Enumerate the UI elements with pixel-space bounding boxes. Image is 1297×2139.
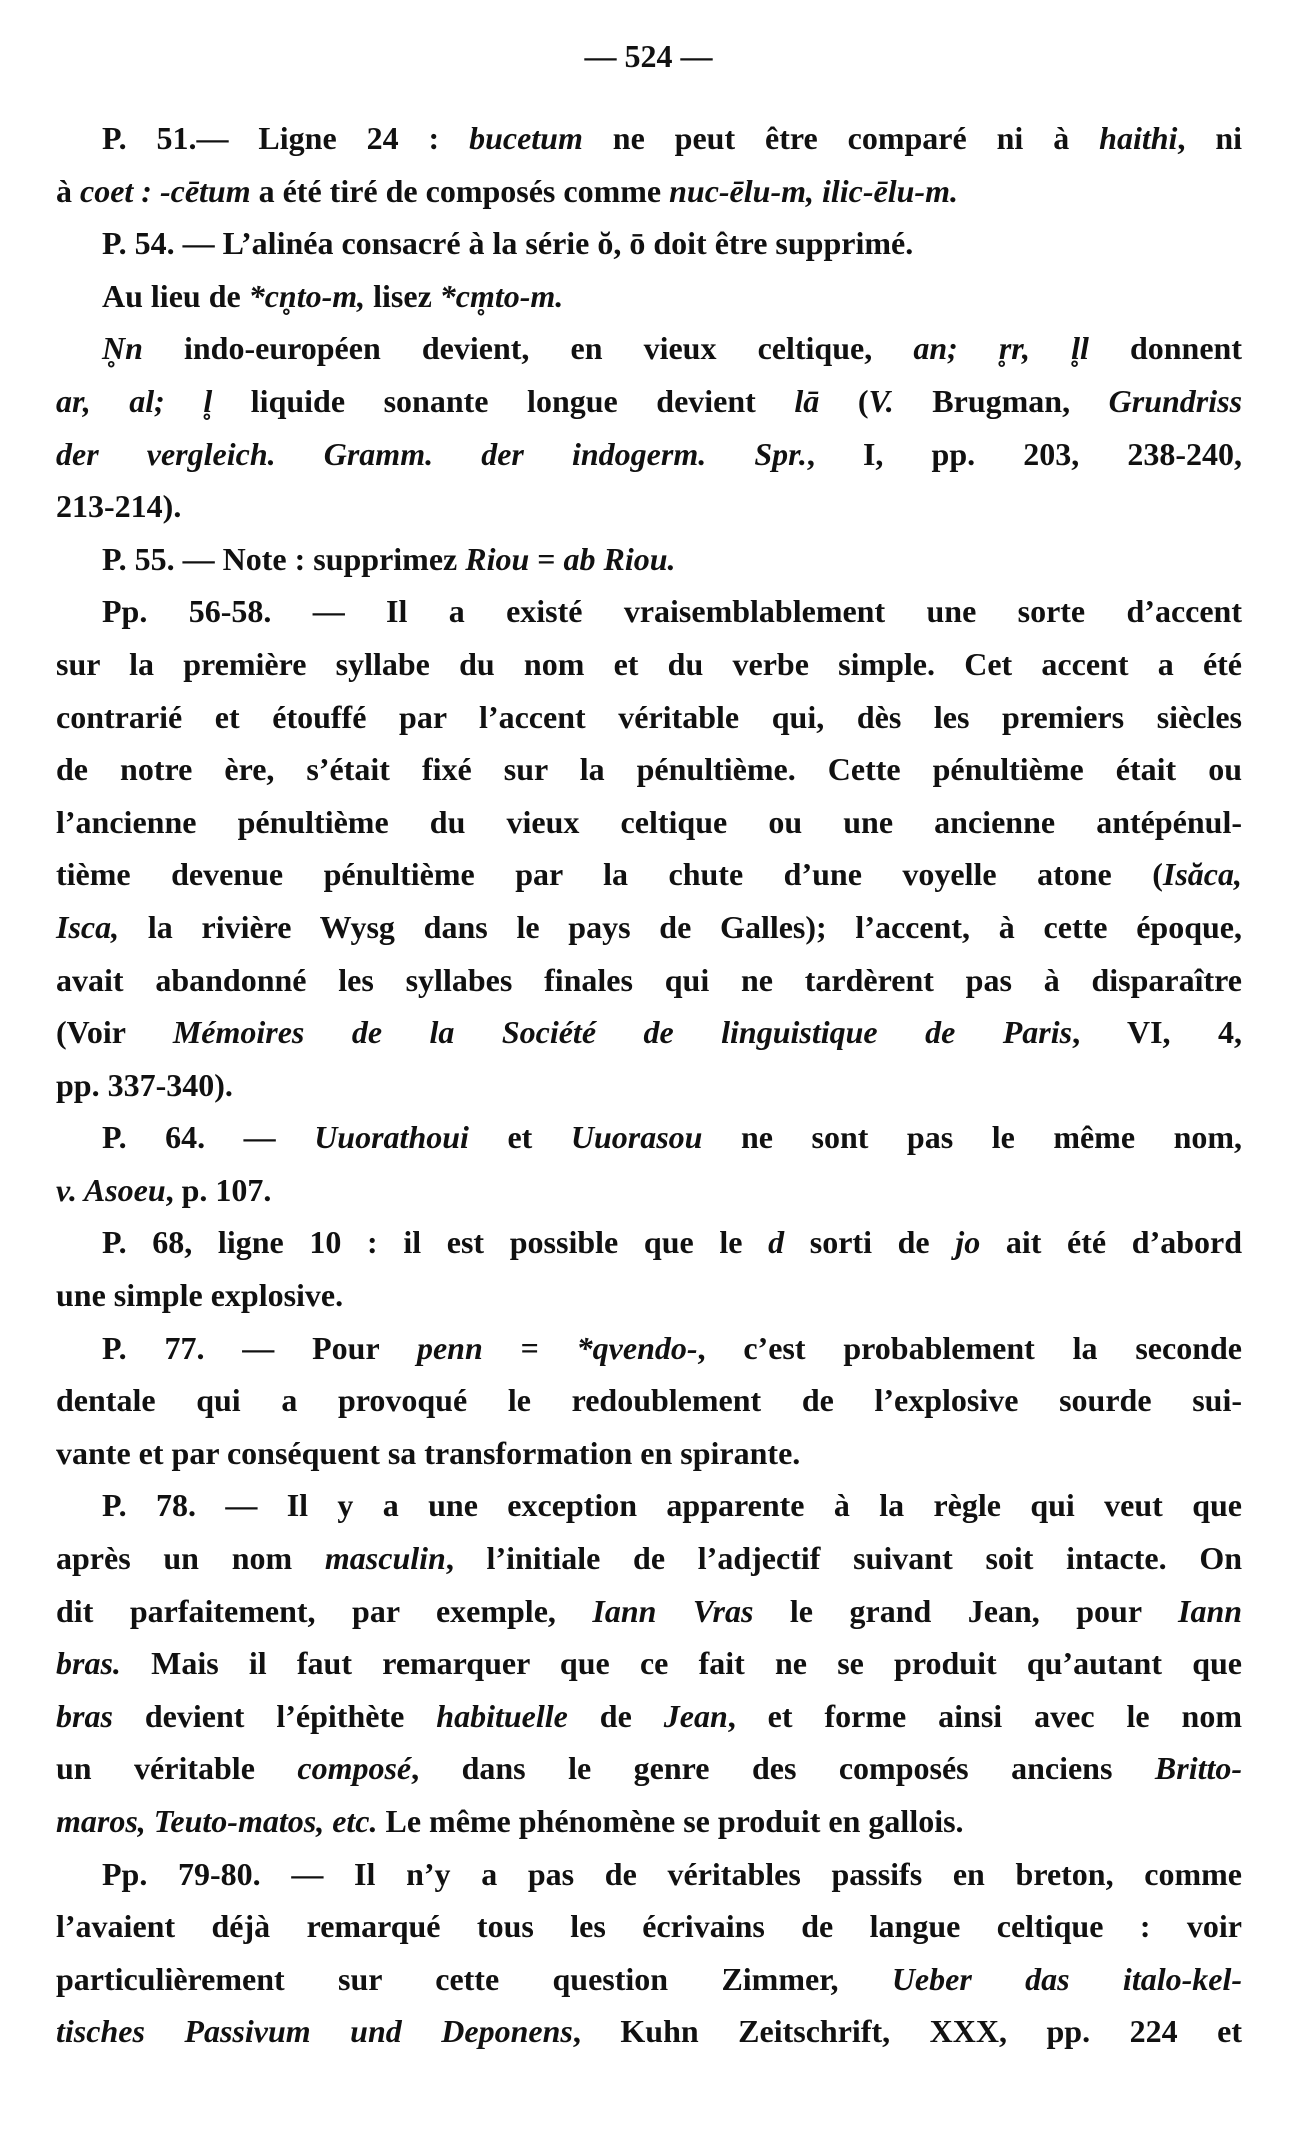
text-run: Mais il faut remarquer que ce fait ne se produit qu’autant que xyxy=(120,1645,1242,1682)
text-run: le grand Jean, pour xyxy=(753,1592,1178,1629)
italic-text: penn xyxy=(416,1329,483,1366)
text-run: ne peut être comparé ni à xyxy=(582,120,1100,156)
text-line xyxy=(56,848,1242,901)
text-run: a été tiré de composés comme xyxy=(250,172,670,209)
italic-text: *cm̥to-m. xyxy=(439,277,564,314)
italic-text: V. xyxy=(868,382,894,419)
text-run: l’avaient déjà remarqué tous les écrivains de langue celtique : voir xyxy=(56,1908,1242,1945)
text-run: pp. 337-340). xyxy=(56,1066,233,1103)
text-line xyxy=(56,480,1242,533)
text-run: la rivière Wysg dans le pays de Galles); l’accent, à cette époque, xyxy=(119,908,1242,945)
text-line xyxy=(56,1637,1242,1690)
text-run: dit parfaitement, par exemple, xyxy=(56,1592,593,1629)
italic-text: Grundriss xyxy=(1108,382,1243,419)
text-run: , c’est probablement la seconde xyxy=(697,1329,1243,1366)
italic-text: Jean xyxy=(663,1697,728,1734)
italic-text: d xyxy=(768,1224,785,1261)
text-run: particulièrement sur cette question Zimmer, xyxy=(56,1960,892,1997)
italic-text: bucetum xyxy=(469,120,583,156)
text-run: , l’initiale de l’adjectif suivant soit intacte. On xyxy=(445,1540,1243,1577)
italic-text: der vergleich. Gramm. der indogerm. Spr. xyxy=(56,435,807,472)
text-line xyxy=(56,1164,1242,1217)
text-line xyxy=(56,1953,1242,2006)
text-run: , VI, 4, xyxy=(1072,1014,1243,1051)
text-line xyxy=(56,1216,1242,1269)
text-line xyxy=(56,1111,1242,1164)
text-line xyxy=(56,1322,1242,1375)
text-run: sur la première syllabe du nom et du verbe simple. Cet accent a été xyxy=(56,645,1242,682)
text-line xyxy=(56,1059,1242,1112)
italic-text: Iann Vras xyxy=(592,1592,754,1629)
text-run: et xyxy=(468,1119,571,1156)
text-run: P. 78. — Il y a une exception apparente à la règle qui veut que xyxy=(102,1487,1242,1524)
italic-text: haithi xyxy=(1099,120,1178,156)
text-run: après un nom xyxy=(56,1540,325,1577)
text-run: 213-214). xyxy=(56,488,182,525)
text-run: Brugman, xyxy=(893,382,1109,419)
italic-text: Ueber das italo-kel- xyxy=(891,1960,1243,1997)
text-line xyxy=(56,901,1242,954)
italic-text: Isca, xyxy=(56,908,120,945)
italic-text: v. Asoeu xyxy=(56,1171,166,1208)
text-line xyxy=(56,1427,1242,1480)
text-run: Pp. 79-80. — Il n’y a pas de véritables passifs en breton, comme xyxy=(102,1855,1242,1892)
italic-text: bras xyxy=(56,1697,113,1734)
text-line xyxy=(56,1585,1242,1638)
text-line xyxy=(56,1006,1242,1059)
text-run: P. 55. — Note : supprimez xyxy=(102,540,466,577)
text-run: , dans le genre des composés anciens xyxy=(411,1750,1155,1787)
italic-text: Britto- xyxy=(1154,1750,1243,1787)
text-run: , p. 107. xyxy=(165,1171,272,1208)
text-line xyxy=(56,1795,1242,1848)
text-run: une simple explosive. xyxy=(56,1277,344,1314)
text-run: indo-européen devient, en vieux celtique, xyxy=(142,330,914,367)
italic-text: ar, al; l̥ xyxy=(56,382,213,419)
text-run: , et forme ainsi avec le nom xyxy=(727,1697,1243,1734)
italic-text: N̥n xyxy=(102,330,143,367)
text-line xyxy=(56,428,1242,481)
text-run: dentale qui a provoqué le redoublement de l’explosive sourde sui- xyxy=(56,1382,1242,1419)
italic-text: Iann xyxy=(1177,1592,1243,1629)
text-line xyxy=(56,638,1242,691)
text-line xyxy=(56,954,1242,1007)
text-run: = xyxy=(482,1329,577,1366)
italic-text: an; r̥r, l̥l xyxy=(913,330,1089,367)
italic-text: nuc-ēlu-m, ilic-ēlu-m. xyxy=(669,172,958,209)
text-run: Le même phénomène se produit en gallois. xyxy=(377,1803,964,1839)
text-run: sorti de xyxy=(784,1224,956,1261)
text-line xyxy=(56,1269,1242,1322)
text-run: Pp. 56-58. — Il a existé vraisemblablement une sorte d’accent xyxy=(102,593,1242,630)
text-line xyxy=(56,270,1242,323)
text-run: , ni xyxy=(1177,120,1243,156)
text-run: l’ancienne pénultième du vieux celtique ou une ancienne antépénul- xyxy=(56,803,1242,840)
text-run: un véritable xyxy=(56,1750,298,1787)
text-run: = xyxy=(529,540,564,577)
text-line xyxy=(56,1900,1242,1953)
text-run: à xyxy=(56,172,80,209)
text-line xyxy=(56,375,1242,428)
text-line xyxy=(56,112,1242,165)
text-line xyxy=(56,1374,1242,1427)
italic-text: ab Riou. xyxy=(563,540,676,577)
text-run: tième devenue pénultième par la chute d’une voyelle atone ( xyxy=(56,856,1163,893)
text-line xyxy=(56,743,1242,796)
text-run: vante et par conséquent sa transformation en spirante. xyxy=(56,1434,801,1471)
italic-text: Mémoires de la Société de linguistique de Paris xyxy=(172,1014,1073,1051)
italic-text: *cn̥to-m, xyxy=(248,277,366,314)
text-run: (Voir xyxy=(56,1014,173,1051)
italic-text: tisches Passivum und Deponens xyxy=(56,2013,573,2050)
italic-text: *qvendo- xyxy=(576,1329,698,1366)
text-line xyxy=(56,1690,1242,1743)
italic-text: lā xyxy=(794,382,820,419)
text-run: devient l’épithète xyxy=(112,1697,437,1734)
text-run: de xyxy=(567,1697,664,1734)
text-run: contrarié et étouffé par l’accent véritable qui, dès les premiers siècles xyxy=(56,698,1242,735)
italic-text: maros, Teuto-matos, etc. xyxy=(56,1803,378,1839)
text-run: P. 68, ligne 10 : il est possible que le xyxy=(102,1224,769,1261)
text-line xyxy=(56,1479,1242,1532)
italic-text: habituelle xyxy=(436,1697,568,1734)
text-run: P. 54. — L’alinéa consacré à la série ŏ, ō doit être supprimé. xyxy=(102,225,914,262)
text-line xyxy=(56,691,1242,744)
text-run: P. 64. — xyxy=(102,1119,315,1156)
body-text xyxy=(56,112,1242,2058)
text-line xyxy=(56,1742,1242,1795)
italic-text: Riou xyxy=(465,540,530,577)
text-line xyxy=(56,1532,1242,1585)
text-run: P. 51.— Ligne 24 : xyxy=(102,120,470,156)
text-line xyxy=(56,796,1242,849)
text-line xyxy=(56,2005,1242,2058)
text-run: ( xyxy=(819,382,869,419)
text-line xyxy=(56,585,1242,638)
text-run: , I, pp. 203, 238-240, xyxy=(806,435,1243,472)
text-run: ait été d’abord xyxy=(980,1224,1243,1261)
text-run: lisez xyxy=(365,277,440,314)
italic-text: Isăca, xyxy=(1162,856,1242,893)
text-line xyxy=(56,217,1242,270)
italic-text: masculin xyxy=(324,1540,446,1577)
text-run: Au lieu de xyxy=(102,277,249,314)
italic-text: coet : -cētum xyxy=(80,172,251,209)
text-run: , Kuhn Zeitschrift, XXX, pp. 224 et xyxy=(572,2013,1243,2050)
text-line xyxy=(56,165,1242,218)
italic-text: Uuorasou xyxy=(570,1119,703,1156)
italic-text: bras. xyxy=(56,1645,121,1682)
text-line xyxy=(56,533,1242,586)
page-number: — 524 — xyxy=(584,38,713,74)
text-run: liquide sonante longue devient xyxy=(212,382,795,419)
text-run: avait abandonné les syllabes finales qui ne tardèrent pas à disparaître xyxy=(56,961,1242,998)
italic-text: jo xyxy=(955,1224,981,1261)
text-run: donnent xyxy=(1088,330,1243,367)
italic-text: Uuorathoui xyxy=(314,1119,469,1156)
text-run: P. 77. — Pour xyxy=(102,1329,417,1366)
text-run: de notre ère, s’était fixé sur la pénultième. Cette pénultième était ou xyxy=(56,751,1242,788)
italic-text: composé xyxy=(297,1750,412,1787)
text-line xyxy=(56,322,1242,375)
text-line xyxy=(56,1848,1242,1901)
text-run: ne sont pas le même nom, xyxy=(702,1119,1243,1156)
